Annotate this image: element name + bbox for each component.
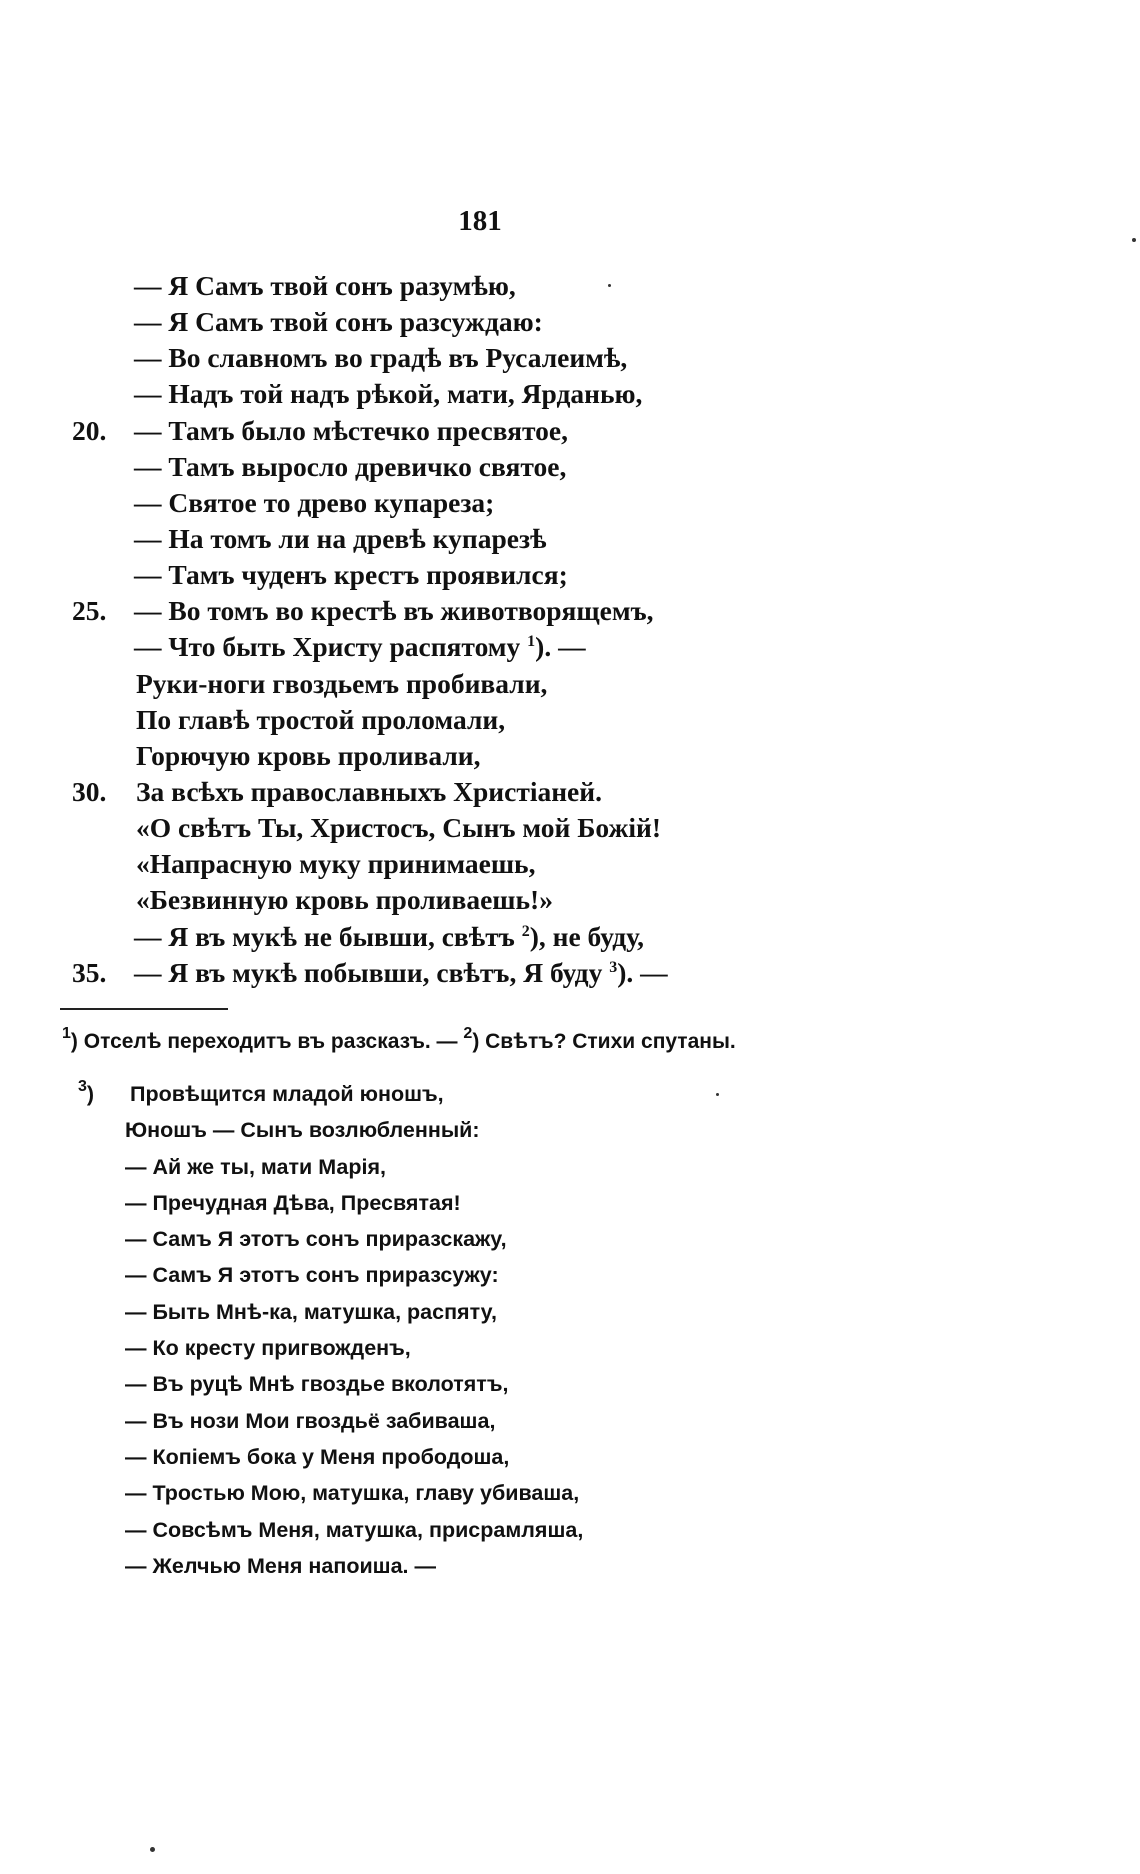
verse-text: — Я въ мукѣ побывши, свѣтъ, Я буду $^3$). — [134, 956, 668, 988]
verse-line [0, 666, 1140, 702]
footnote-ref: 2 [521, 922, 530, 940]
footnote-line [78, 1076, 1078, 1112]
verse-text: — Надъ той надъ рѣкой, мати, Ярданью, [134, 378, 643, 410]
footnote-line [78, 1112, 1078, 1148]
footnote-3 [78, 1076, 1078, 1584]
footnote-line [78, 1439, 1078, 1475]
scan-speck [1132, 238, 1136, 242]
verse-text: «О свѣтъ Ты, Христосъ, Сынъ мой Божій! [136, 812, 662, 844]
verse-line [0, 810, 1140, 846]
footnote-line [78, 1185, 1078, 1221]
footnote-marker: 2 [463, 1025, 473, 1042]
line-number: 35. [72, 956, 107, 988]
verse-text: — Я Самъ твой сонъ разсуждаю: [134, 306, 543, 338]
footnote-text: — Самъ Я этотъ сонъ приразскажу, [125, 1227, 507, 1252]
footnote-text: — Пречудная Дѣва, Пресвятая! [125, 1190, 461, 1215]
verse-line [0, 593, 1140, 629]
verse-line [0, 955, 1140, 991]
footnote-line [78, 1512, 1078, 1548]
footnote-divider [60, 1008, 228, 1010]
footnote-ref: 1 [527, 633, 536, 651]
line-number: 20. [72, 414, 107, 446]
verse-text: Руки-ноги гвоздьемъ пробивали, [136, 667, 548, 699]
verse-line [0, 557, 1140, 593]
verse-line [0, 304, 1140, 340]
footnote-line [78, 1366, 1078, 1402]
scan-speck [716, 1093, 719, 1096]
verse-line [0, 846, 1140, 882]
verse-line [0, 485, 1140, 521]
footnote-text: — Самъ Я этотъ сонъ приразсужу: [125, 1263, 499, 1288]
verse-text: — Во томъ во крестѣ въ животворящемъ, [134, 595, 654, 627]
verse-line [0, 521, 1140, 557]
footnote-line [78, 1403, 1078, 1439]
footnote-text: — Тростью Мою, матушка, главу убиваша, [125, 1481, 580, 1506]
verse-text: «Безвинную кровь проливаешь!» [136, 884, 553, 916]
footnote-text: — Желчью Меня напоиша. — [125, 1553, 436, 1578]
footnote-text: Провѣщится младой юношъ, [130, 1082, 444, 1106]
footnote-marker: 1 [62, 1025, 71, 1042]
verse-text: — Я Самъ твой сонъ разумѣю, [134, 270, 516, 301]
footnote-line [78, 1221, 1078, 1257]
verse-text: — Тамъ чуденъ крестъ проявился; [134, 559, 568, 591]
page-number: 181 [458, 205, 502, 237]
footnote-line [78, 1330, 1078, 1366]
line-number: 25. [72, 595, 107, 627]
footnote-text: — Въ нози Мои гвоздьё забиваша, [125, 1408, 496, 1433]
verse-line [0, 919, 1140, 955]
footnote-line [78, 1149, 1078, 1185]
footnote-text: ) Отселѣ переходитъ въ разсказъ. — [70, 1030, 464, 1053]
scan-speck [608, 284, 611, 287]
footnote-line [78, 1475, 1078, 1511]
footnote-text: — Копіемъ бока у Меня прободоша, [125, 1444, 510, 1469]
footnote-marker: $^3$) [78, 1078, 95, 1106]
verse-text: — Что быть Христу распятому $^1$). — [134, 631, 586, 663]
verse-line [0, 882, 1140, 918]
verse-text: «Напрасную муку принимаешь, [136, 848, 536, 880]
verse-line [0, 738, 1140, 774]
verse-text: — Во славномъ во градѣ въ Русалеимѣ, [134, 342, 628, 374]
verse-line [0, 449, 1140, 485]
verse-line [0, 629, 1140, 665]
footnote-ref: 3 [609, 958, 618, 976]
footnote-line [78, 1257, 1078, 1293]
footnote-text: Юношъ — Сынъ возлюбленный: [125, 1118, 480, 1143]
verse-line [0, 413, 1140, 449]
verse-line [0, 268, 1140, 304]
footnote-text: — Совсѣмъ Меня, матушка, присрамляша, [125, 1517, 584, 1542]
scan-speck [150, 1847, 155, 1852]
footnote-text: — Быть Мнѣ-ка, матушка, распяту, [125, 1299, 497, 1324]
line-number: 30. [72, 775, 107, 807]
footnote-line [78, 1548, 1078, 1584]
verse-line [0, 376, 1140, 412]
verse-text: — Тамъ было мѣстечко пресвятое, [134, 414, 569, 446]
poem-verses [0, 268, 1140, 991]
footnote-text: — Ко кресту пригвожденъ, [125, 1336, 411, 1361]
verse-text: По главѣ тростой проломали, [136, 703, 506, 735]
footnote-line [78, 1294, 1078, 1330]
verse-line [0, 774, 1140, 810]
verse-line [0, 340, 1140, 376]
footnote-text: — Ай же ты, мати Марія, [125, 1154, 386, 1179]
verse-text: — Тамъ выросло древичко святое, [134, 450, 567, 482]
verse-text: — На томъ ли на древѣ купарезѣ [134, 522, 547, 554]
verse-line [0, 702, 1140, 738]
verse-text: — Я въ мукѣ не бывши, свѣтъ $^2$), не буду, [134, 920, 645, 952]
verse-text: За всѣхъ православныхъ Христіаней. [136, 775, 602, 807]
verse-text: — Святое то древо купареза; [134, 486, 495, 518]
verse-text: Горючую кровь проливали, [136, 739, 481, 771]
footnote-text: ) Свѣтъ? Стихи спутаны. [472, 1030, 736, 1053]
footnotes-line-1 [62, 1025, 1062, 1054]
footnote-text: — Въ руцѣ Мнѣ гвоздье вколотятъ, [125, 1372, 509, 1397]
